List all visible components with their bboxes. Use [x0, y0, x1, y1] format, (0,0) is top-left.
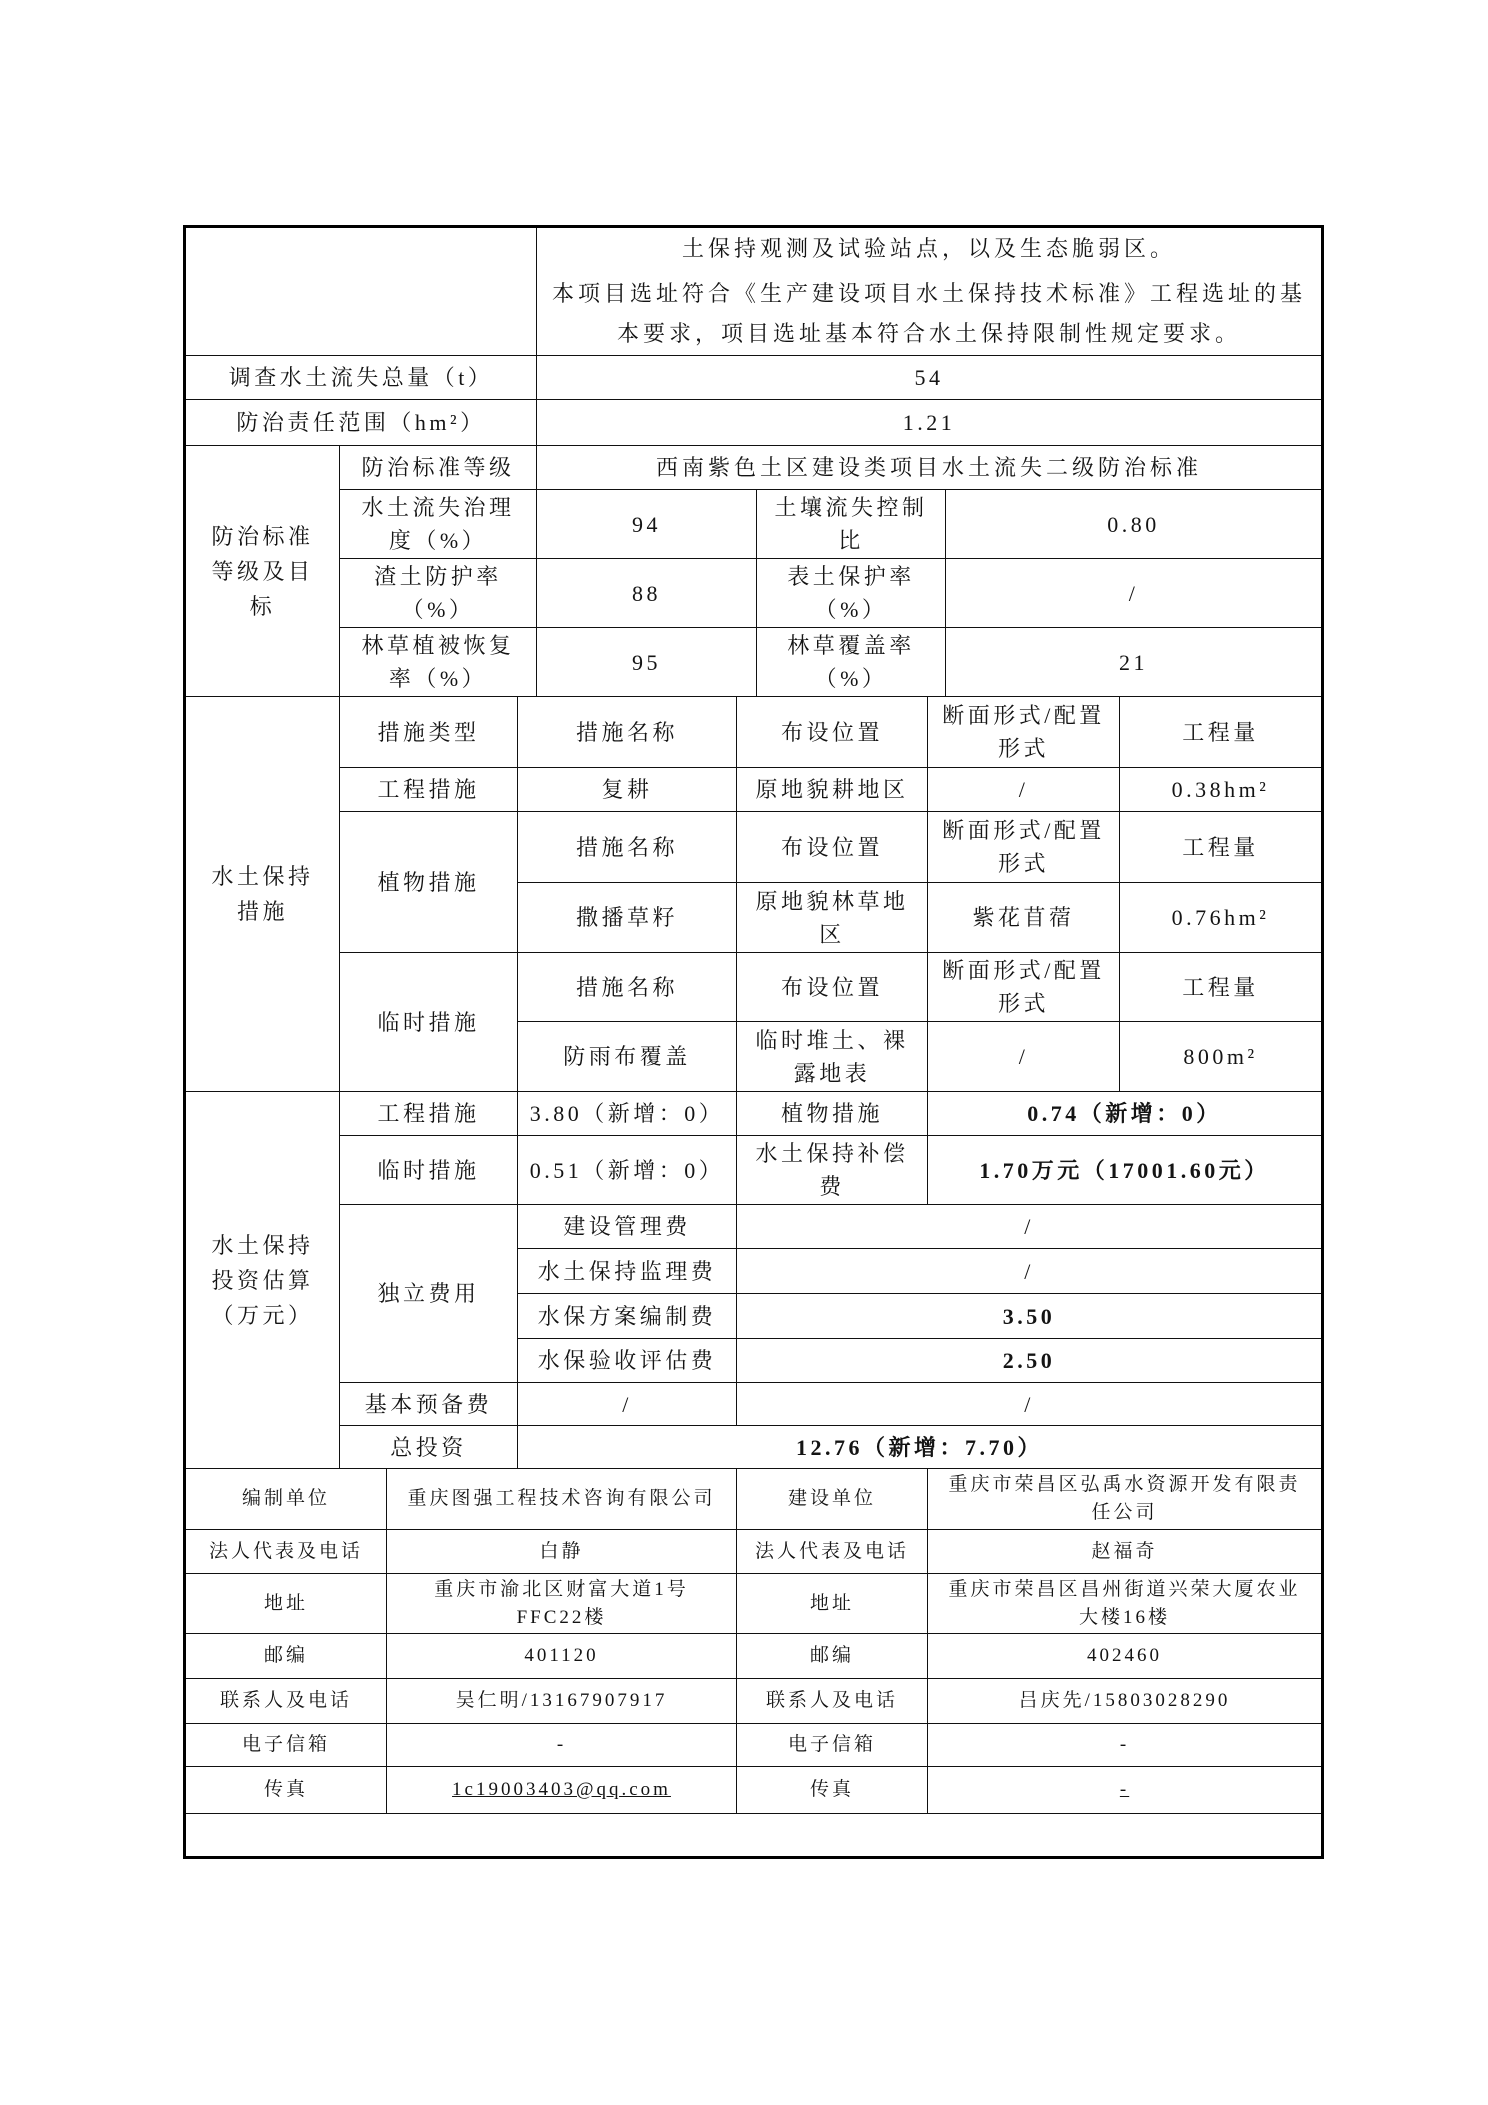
target-label: 渣土防护率 （%）: [340, 559, 537, 628]
measure-type: 临时措施: [340, 953, 518, 1092]
reserve-fee-label: 基本预备费: [340, 1383, 518, 1426]
contact-label: 法人代表及电话: [737, 1530, 928, 1574]
measure-location: 原地貌耕地区: [737, 768, 928, 812]
contact-value: -: [928, 1724, 1323, 1767]
measure-location-header: 布设位置: [737, 697, 928, 768]
responsibility-area-value: 1.21: [537, 400, 1323, 446]
measure-name: 防雨布覆盖: [518, 1022, 737, 1092]
contact-label: 地址: [737, 1574, 928, 1634]
measure-location: 临时堆土、裸 露地表: [737, 1022, 928, 1092]
contact-value: 重庆市荣昌区昌州街道兴荣大厦农业 大楼16楼: [928, 1574, 1323, 1634]
survey-erosion-total-value: 54: [537, 356, 1323, 400]
investment-plant-label: 植物措施: [737, 1092, 928, 1136]
responsibility-row: [185, 400, 1323, 446]
independent-cost-row: [185, 1205, 1323, 1249]
contact-label: 联系人及电话: [185, 1679, 387, 1724]
measure-quantity-header: 工程量: [1120, 953, 1323, 1022]
contact-value: 白静: [387, 1530, 737, 1574]
independent-item-label: 水保验收评估费: [518, 1339, 737, 1383]
measure-location-header: 布设位置: [737, 953, 928, 1022]
measure-quantity: 0.76hm²: [1120, 883, 1323, 953]
independent-item-value: /: [737, 1205, 1323, 1249]
soil-conservation-summary-table: [183, 225, 1324, 1859]
standard-grade-value: 西南紫色土区建设类项目水土流失二级防治标准: [537, 446, 1323, 490]
investment-temporary-label: 临时措施: [340, 1136, 518, 1205]
survey-row: [185, 356, 1323, 400]
contact-row: [185, 1634, 1323, 1679]
standard-grade-row: [185, 446, 1323, 490]
target-label: 林草植被恢复 率（%）: [340, 628, 537, 697]
compensation-fee-label: 水土保持补偿 费: [737, 1136, 928, 1205]
site-selection-text-cell: [537, 227, 1323, 356]
target-label: 水土流失治理 度（%）: [340, 490, 537, 559]
total-investment-label: 总投资: [340, 1426, 518, 1469]
contact-row: [185, 1679, 1323, 1724]
contact-value: 1c19003403@qq.com: [387, 1767, 737, 1814]
compensation-fee-value: 1.70万元（17001.60元）: [928, 1136, 1323, 1205]
measure-quantity-header: 工程量: [1120, 697, 1323, 768]
contact-value: 重庆市荣昌区弘禹水资源开发有限责 任公司: [928, 1469, 1323, 1530]
contact-row: [185, 1767, 1323, 1814]
measure-location: 原地貌林草地 区: [737, 883, 928, 953]
independent-item-value: 2.50: [737, 1339, 1323, 1383]
investment-plant-value: 0.74（新增：0）: [928, 1092, 1323, 1136]
total-investment-value: 12.76（新增：7.70）: [518, 1426, 1323, 1469]
total-investment-row: [185, 1426, 1323, 1469]
measures-header-row: [185, 697, 1323, 768]
contact-value: 重庆市渝北区财富大道1号 FFC22楼: [387, 1574, 737, 1634]
measure-name-header: 措施名称: [518, 697, 737, 768]
site-selection-row: [185, 227, 1323, 356]
contact-label: 地址: [185, 1574, 387, 1634]
measure-quantity: 0.38hm²: [1120, 768, 1323, 812]
contact-label: 电子信箱: [185, 1724, 387, 1767]
empty-footer-cell: [185, 1814, 1323, 1858]
contact-value: 吴仁明/13167907917: [387, 1679, 737, 1724]
measure-location-header: 布设位置: [737, 812, 928, 883]
contact-label: 传真: [185, 1767, 387, 1814]
investment-temporary-value: 0.51（新增：0）: [518, 1136, 737, 1205]
reserve-fee-value: /: [518, 1383, 737, 1426]
site-selection-label-cell: [185, 227, 537, 356]
target-value: 95: [537, 628, 757, 697]
target-value: 94: [537, 490, 757, 559]
measure-form-header: 断面形式/配置 形式: [928, 697, 1120, 768]
target-value: 0.80: [946, 490, 1323, 559]
standard-target-row: [185, 490, 1323, 559]
independent-item-label: 水保方案编制费: [518, 1294, 737, 1339]
site-selection-conclusion: [545, 274, 1313, 354]
contact-label: 编制单位: [185, 1469, 387, 1530]
standard-section-label: 防治标准 等级及目 标: [185, 446, 340, 697]
target-label: 表土保护率 （%）: [757, 559, 946, 628]
independent-item-label: 水土保持监理费: [518, 1249, 737, 1294]
contact-label: 邮编: [737, 1634, 928, 1679]
contact-label: 邮编: [185, 1634, 387, 1679]
survey-erosion-total-label: 调查水土流失总量（t）: [185, 356, 537, 400]
investment-engineering-value: 3.80（新增：0）: [518, 1092, 737, 1136]
measure-form-header: 断面形式/配置 形式: [928, 953, 1120, 1022]
reserve-fee-value-2: /: [737, 1383, 1323, 1426]
measure-name-header: 措施名称: [518, 812, 737, 883]
contact-label: 法人代表及电话: [185, 1530, 387, 1574]
measure-quantity: 800m²: [1120, 1022, 1323, 1092]
plant-measure-header-row: [185, 812, 1323, 883]
independent-item-value: 3.50: [737, 1294, 1323, 1339]
measure-quantity-header: 工程量: [1120, 812, 1323, 883]
measure-type: 工程措施: [340, 768, 518, 812]
site-selection-line-2: 本要求，项目选址基本符合水土保持限制性规定要求。: [617, 321, 1242, 346]
site-selection-line-1: 本项目选址符合《生产建设项目水土保持技术标准》工程选址的基: [552, 281, 1307, 306]
contact-label: 传真: [737, 1767, 928, 1814]
site-selection-continuation: 土保持观测及试验站点，以及生态脆弱区。: [682, 236, 1177, 261]
responsibility-area-label: 防治责任范围（hm²）: [185, 400, 537, 446]
independent-item-label: 建设管理费: [518, 1205, 737, 1249]
contact-row: [185, 1469, 1323, 1530]
measure-form: 紫花苜蓿: [928, 883, 1120, 953]
measure-form: /: [928, 1022, 1120, 1092]
contact-value: 吕庆先/15803028290: [928, 1679, 1323, 1724]
contact-value: 赵福奇: [928, 1530, 1323, 1574]
contact-row: [185, 1530, 1323, 1574]
measure-name-header: 措施名称: [518, 953, 737, 1022]
contact-label: 电子信箱: [737, 1724, 928, 1767]
investment-section-label: 水土保持 投资估算 （万元）: [185, 1092, 340, 1469]
contact-row: [185, 1574, 1323, 1634]
target-label: 土壤流失控制 比: [757, 490, 946, 559]
investment-row: [185, 1136, 1323, 1205]
measure-form-header: 断面形式/配置 形式: [928, 812, 1120, 883]
target-value: /: [946, 559, 1323, 628]
target-value: 88: [537, 559, 757, 628]
target-label: 林草覆盖率 （%）: [757, 628, 946, 697]
engineering-measure-row: [185, 768, 1323, 812]
standard-grade-label: 防治标准等级: [340, 446, 537, 490]
temporary-measure-header-row: [185, 953, 1323, 1022]
contact-value: 重庆图强工程技术咨询有限公司: [387, 1469, 737, 1530]
investment-row: [185, 1092, 1323, 1136]
independent-item-value: /: [737, 1249, 1323, 1294]
measure-form: /: [928, 768, 1120, 812]
measure-type-header: 措施类型: [340, 697, 518, 768]
reserve-fee-row: [185, 1383, 1323, 1426]
measures-section-label: 水土保持 措施: [185, 697, 340, 1092]
contact-value: -: [387, 1724, 737, 1767]
contact-value: 401120: [387, 1634, 737, 1679]
investment-engineering-label: 工程措施: [340, 1092, 518, 1136]
measure-name: 撒播草籽: [518, 883, 737, 953]
standard-target-row: [185, 559, 1323, 628]
contact-label: 联系人及电话: [737, 1679, 928, 1724]
standard-target-row: [185, 628, 1323, 697]
contact-row: [185, 1724, 1323, 1767]
empty-footer-row: [185, 1814, 1323, 1858]
target-value: 21: [946, 628, 1323, 697]
contact-label: 建设单位: [737, 1469, 928, 1530]
measure-name: 复耕: [518, 768, 737, 812]
independent-cost-label: 独立费用: [340, 1205, 518, 1383]
measure-type: 植物措施: [340, 812, 518, 953]
contact-value: 402460: [928, 1634, 1323, 1679]
contact-value: -: [928, 1767, 1323, 1814]
